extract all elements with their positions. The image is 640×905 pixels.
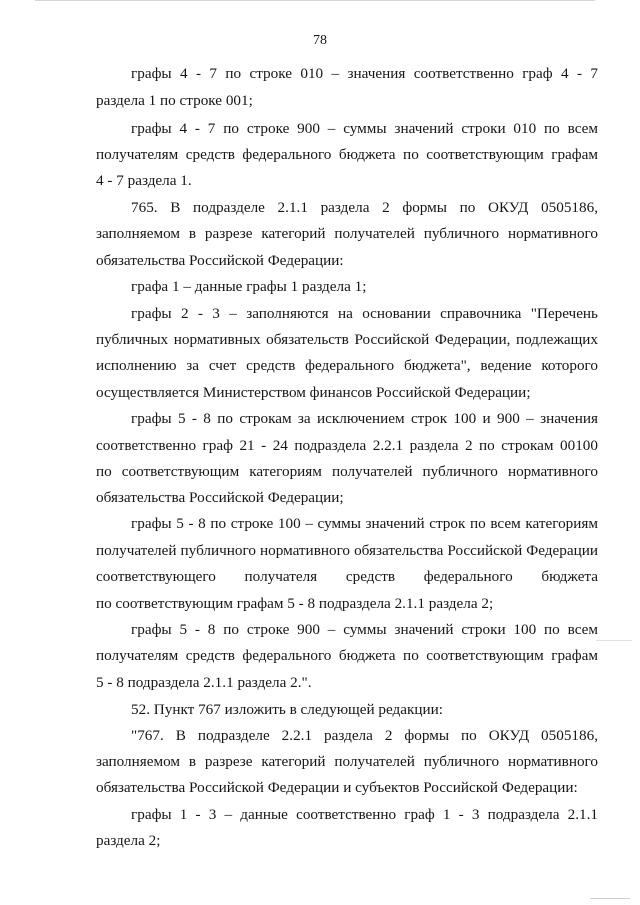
page-number: 78 <box>313 33 327 48</box>
text-line: получателям средств федерального бюджета по соответствующим графам <box>96 146 598 163</box>
text-line: исполнению за счет средств федерального бюджета", ведение которого <box>96 357 598 374</box>
text-line: публичных нормативных обязательств Российской Федерации, подлежащих <box>96 331 598 348</box>
text-line: заполняемом в разрезе категорий получателей публичного нормативного <box>96 753 598 770</box>
text-line: по соответствующим графам 5 - 8 подраздела 2.1.1 раздела 2; <box>96 595 494 612</box>
text-line: обязательства Российской Федерации; <box>96 489 344 506</box>
text-line: по соответствующим категориям получателей публичного нормативного <box>96 463 598 480</box>
text-line: обязательства Российской Федерации: <box>96 252 344 269</box>
text-line: графы 2 - 3 – заполняются на основании справочника "Перечень <box>131 305 598 322</box>
text-line: осуществляется Министерством финансов Российской Федерации; <box>96 384 531 401</box>
text-line: получателей публичного нормативного обязательства Российской Федерации <box>96 542 598 559</box>
scan-edge-right <box>596 640 632 641</box>
text-line: получателям средств федерального бюджета по соответствующим графам <box>96 647 598 664</box>
text-line: раздела 2; <box>96 832 161 849</box>
text-line: 765. В подразделе 2.1.1 раздела 2 формы по ОКУД 0505186, <box>131 199 598 216</box>
text-line: 52. Пункт 767 изложить в следующей редакции: <box>131 701 444 718</box>
scan-edge-bottom <box>590 898 630 899</box>
text-line: обязательства Российской Федерации и субъектов Российской Федерации: <box>96 779 578 796</box>
text-line: графы 5 - 8 по строке 100 – суммы значений строк по всем категориям <box>131 515 598 532</box>
text-line: "767. В подразделе 2.2.1 раздела 2 формы по ОКУД 0505186, <box>131 727 598 744</box>
text-line: заполняемом в разрезе категорий получателей публичного нормативного <box>96 225 598 242</box>
text-line: соответствующего получателя средств федерального бюджета <box>96 568 598 585</box>
text-line: графы 4 - 7 по строке 900 – суммы значений строки 010 по всем <box>131 120 598 137</box>
text-line: графы 5 - 8 по строке 900 – суммы значений строки 100 по всем <box>131 621 598 638</box>
text-line: графы 1 - 3 – данные соответственно граф 1 - 3 подраздела 2.1.1 <box>131 806 598 823</box>
text-line: графы 4 - 7 по строке 010 – значения соответственно граф 4 - 7 <box>131 65 598 82</box>
text-line: соответственно граф 21 - 24 подраздела 2.2.1 раздела 2 по строкам 00100 <box>96 437 598 454</box>
scan-edge-top <box>35 0 595 1</box>
text-line: 5 - 8 подраздела 2.1.1 раздела 2.". <box>96 674 312 691</box>
text-line: раздела 1 по строке 001; <box>96 92 253 109</box>
text-line: графа 1 – данные графы 1 раздела 1; <box>131 278 367 295</box>
text-line: 4 - 7 раздела 1. <box>96 172 192 189</box>
text-line: графы 5 - 8 по строкам за исключением строк 100 и 900 – значения <box>131 410 598 427</box>
